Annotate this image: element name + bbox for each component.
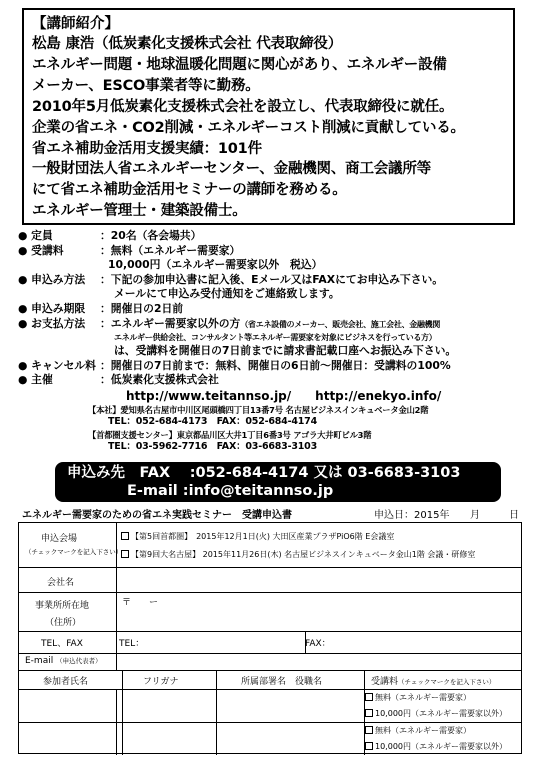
checkbox-icon[interactable] bbox=[365, 742, 373, 750]
postal-code-field[interactable]: 〒 ー bbox=[122, 598, 159, 608]
fee-label: ● 受講料 bbox=[18, 243, 64, 257]
host-label: ● 主催 bbox=[18, 373, 53, 387]
col-furigana: フリガナ bbox=[143, 677, 179, 687]
application-month-label: 月 bbox=[470, 510, 480, 521]
fax-field[interactable]: FAX： bbox=[305, 639, 331, 649]
fee-row bbox=[18, 244, 526, 259]
email-label-text: E-mail bbox=[25, 656, 54, 666]
cancel-label: ● キャンセル料 bbox=[18, 358, 96, 372]
fee-option-free[interactable] bbox=[365, 692, 471, 703]
tokyo-address: 【首都圏支援センター】東京都品川区大井1丁目6番3号 アゴラ大井町ビル3階 bbox=[88, 429, 372, 440]
venue-option-2-label: 【第9回大名古屋】 2015年11月26日(木) 名古屋ビジネスインキュベータ金山1階 会議・研修室 bbox=[131, 550, 476, 559]
payment-value-1: ：エネルギー需要家以外の方 bbox=[100, 316, 241, 330]
host-value: ：低炭素化支援株式会社 bbox=[100, 373, 219, 387]
payment-label: ● お支払方法 bbox=[18, 316, 86, 330]
email-label bbox=[25, 656, 102, 666]
instructor-box bbox=[22, 8, 515, 225]
payment-note: （省エネ設備のメーカー、販売会社、施工会社、金融機関 bbox=[240, 319, 441, 329]
instructor-line: 2010年5月低炭素化支援株式会社を設立し、代表取締役に就任。 bbox=[32, 98, 454, 115]
telfax-label: TEL、FAX bbox=[41, 639, 83, 649]
capacity-value: ：20名（各会場共） bbox=[100, 229, 202, 242]
tel-field[interactable]: TEL： bbox=[119, 639, 145, 649]
hq-address: 【本社】愛知県名古屋市中川区尾頭橋四丁目13番7号 名古屋ビジネスインキュベータ金山2階 bbox=[88, 404, 429, 415]
host-urls[interactable]: http://www.teitannso.jp/ http://enekyo.info/ bbox=[126, 388, 442, 403]
fee-option-free-label: 無料（エネルギー需要家） bbox=[375, 726, 471, 735]
fee-value: ：無料（エネルギー需要家） bbox=[100, 243, 241, 257]
payment-note-2: エネルギー供給会社、コンサルタント等エネルギー需要家を対象にビジネスを行っている方） bbox=[114, 333, 437, 343]
capacity-label: ● 定員 bbox=[18, 229, 53, 242]
instructor-line: エネルギー管理士・建築設備士。 bbox=[32, 203, 247, 220]
fee-option-free[interactable] bbox=[365, 725, 471, 736]
apply-label: ● 申込み方法 bbox=[18, 272, 86, 286]
form-rule bbox=[116, 689, 117, 755]
checkbox-icon[interactable] bbox=[121, 550, 129, 558]
form-rule bbox=[19, 670, 521, 671]
form-rule bbox=[19, 689, 521, 690]
host-row bbox=[18, 373, 526, 388]
form-rule bbox=[19, 592, 521, 593]
fee-option-paid[interactable] bbox=[365, 741, 507, 752]
form-title: エネルギー需要家のための省エネ実践セミナー 受講申込書 bbox=[22, 510, 292, 521]
application-form bbox=[18, 522, 522, 754]
deadline-value: ：開催日の2日前 bbox=[100, 301, 184, 315]
apply-row bbox=[18, 273, 526, 288]
col-fee-label: 受講料 bbox=[371, 677, 399, 687]
col-department: 所属部署名 役職名 bbox=[241, 677, 323, 687]
instructor-line: メーカー、ESCO事業者等に勤務。 bbox=[32, 77, 260, 94]
venue-option-2[interactable] bbox=[121, 549, 475, 560]
fee-option-paid-label: 10,000円（エネルギー需要家以外） bbox=[375, 742, 507, 751]
contact-email[interactable]: E-mail :info@teitannso.jp bbox=[127, 483, 334, 499]
capacity-row bbox=[18, 229, 526, 244]
contact-fax: 申込み先 FAX :052-684-4174 又は 03-6683-3103 bbox=[67, 465, 461, 481]
instructor-line: 企業の省エネ・CO2削減・エネルギーコスト削減に貢献している。 bbox=[32, 119, 465, 136]
form-rule bbox=[216, 670, 217, 755]
col-fee bbox=[371, 674, 495, 687]
email-note: （申込代表者） bbox=[56, 657, 102, 665]
application-date-label: 申込日：2015年 bbox=[374, 510, 450, 521]
contact-banner bbox=[55, 462, 501, 502]
payment-value-3: は、受講料を開催日の7日前までに請求書記載口座へお振込み下さい。 bbox=[114, 344, 457, 358]
address-label: 事業所所在地 bbox=[35, 601, 90, 611]
instructor-line: 一般財団法人省エネルギーセンター、金融機関、商工会議所等 bbox=[32, 161, 431, 178]
company-label: 会社名 bbox=[47, 578, 75, 588]
tokyo-tel-fax: TEL：03-5962-7716 FAX：03-6683-3103 bbox=[108, 441, 317, 453]
payment-row bbox=[18, 317, 526, 333]
apply-value-2: メールにて申込み受付通知をご連絡致します。 bbox=[114, 287, 340, 301]
company-field[interactable] bbox=[119, 572, 519, 590]
instructor-line: エネルギー問題・地球温暖化問題に関心があり、エネルギー設備 bbox=[32, 56, 447, 73]
form-rule bbox=[19, 631, 521, 632]
checkbox-icon[interactable] bbox=[121, 532, 129, 540]
fee-option-paid[interactable] bbox=[365, 708, 507, 719]
address-label-sub: （住所） bbox=[45, 618, 82, 628]
form-rule bbox=[122, 670, 123, 755]
deadline-row bbox=[18, 302, 526, 317]
venue-note: （チェックマークを記入下さい） bbox=[25, 548, 123, 556]
fee-option-free-label: 無料（エネルギー需要家） bbox=[375, 693, 471, 702]
venue-option-1[interactable] bbox=[121, 531, 394, 542]
deadline-label: ● 申込み期限 bbox=[18, 301, 86, 315]
payment-value bbox=[100, 317, 526, 333]
instructor-heading: 【講師紹介】 bbox=[32, 16, 119, 32]
cancel-row bbox=[18, 359, 526, 374]
form-title-row bbox=[22, 506, 522, 521]
col-participant-name: 参加者氏名 bbox=[43, 677, 89, 687]
form-rule bbox=[19, 567, 521, 568]
apply-value: ：下記の参加申込書に記入後、Eメール又はFAXにてお申込み下さい。 bbox=[100, 272, 444, 286]
hq-tel-fax: TEL：052-684-4173 FAX：052-684-4174 bbox=[108, 416, 317, 428]
fee-value-2: 10,000円（エネルギー需要家以外 税込） bbox=[108, 258, 323, 272]
form-rule bbox=[116, 523, 117, 670]
cancel-value: ：開催日の7日前まで：無料、開催日の6日前～開催日：受講料の100% bbox=[100, 358, 451, 372]
form-rule bbox=[19, 722, 521, 723]
col-fee-note: （チェックマークを記入下さい） bbox=[398, 678, 496, 686]
venue-label: 申込会場 bbox=[41, 534, 78, 544]
application-day-label: 日 bbox=[509, 510, 519, 521]
form-rule bbox=[19, 653, 521, 654]
seminar-info bbox=[18, 229, 526, 454]
instructor-line: 松島 康浩（低炭素化支援株式会社 代表取締役） bbox=[32, 36, 342, 52]
checkbox-icon[interactable] bbox=[365, 709, 373, 717]
instructor-line: にて省エネ補助金活用セミナーの講師を務める。 bbox=[32, 182, 347, 199]
checkbox-icon[interactable] bbox=[365, 693, 373, 701]
checkbox-icon[interactable] bbox=[365, 726, 373, 734]
fee-option-paid-label: 10,000円（エネルギー需要家以外） bbox=[375, 709, 507, 718]
instructor-line: 省エネ補助金活用支援実績：101件 bbox=[32, 140, 262, 157]
venue-option-1-label: 【第5回首都圏】 2015年12月1日(火) 大田区産業プラザPiO6階 E会議室 bbox=[131, 532, 395, 541]
